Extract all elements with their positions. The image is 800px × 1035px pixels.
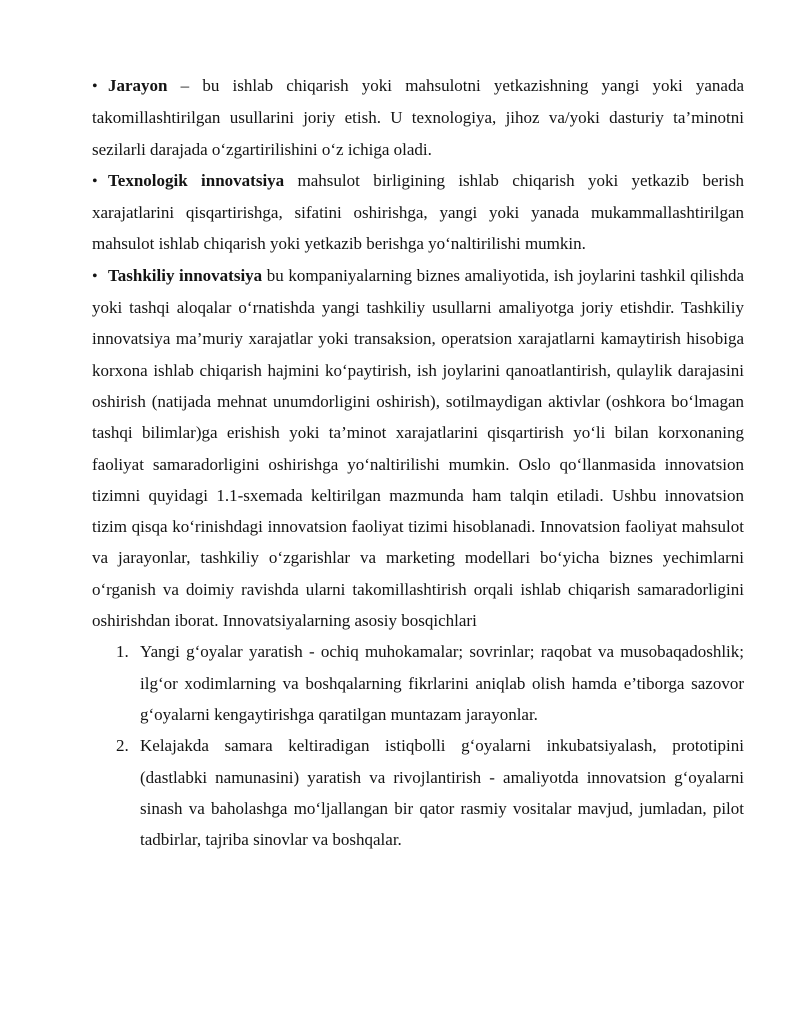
definition-jarayon: – bu ishlab chiqarish yoki mahsulotni yetkazishning yangi yoki yanada takomillashtirilgan usullarini joriy etish. U texnologiya, jihoz va/yoki dasturiy ta’minotni sezilarli darajada o‘zgartirilishini o‘z ichiga oladi.	[92, 76, 744, 159]
definition-texnologik-innovatsiya: mahsulot birligining ishlab chiqarish yoki yetkazib berish xarajatlarini qisqartirishga, sifatini oshirishga, yangi yoki yanada mukammallashtirilgan mahsulot ishlab chiqarish yoki yetkazib berishga yo‘naltirilishi mumkin.	[92, 170, 744, 254]
term-jarayon: Jarayon	[108, 76, 168, 95]
list-item-text: Kelajakda samara keltiradigan istiqbolli g‘oyalarni inkubatsiyalash, prototipini (dastlabki namunasini) yaratish va rivojlantirish - amaliyotda innovatsion g‘oyalarni sinash va baholashga mo‘ljallangan bir qator rasmiy vositalar mavjud, jumladan, pilot tadbirlar, tajriba sinovlar va boshqalar.	[140, 736, 744, 850]
list-number: 1.	[116, 642, 129, 662]
bullet-item-texnologik-innovatsiya	[92, 165, 744, 260]
bullet-icon: •	[92, 172, 98, 190]
term-tashkiliy-innovatsiya: Tashkiliy innovatsiya	[108, 265, 263, 285]
term-texnologik-innovatsiya: Texnologik innovatsiya	[108, 170, 285, 190]
bullet-item-jarayon	[92, 70, 744, 165]
list-item	[92, 730, 744, 855]
bullet-icon: •	[92, 78, 98, 95]
bullet-icon: •	[92, 267, 98, 285]
document-page	[92, 70, 744, 855]
list-number: 2.	[116, 736, 129, 756]
list-item-text: Yangi g‘oyalar yaratish - ochiq muhokamalar; sovrinlar; raqobat va musobaqadoshlik; ilg‘or xodimlarning va boshqalarning fikrlarini aniqlab olish hamda e’tiborga sazovor g‘oyalarni kengaytirishga qaratilgan muntazam jarayonlar.	[140, 642, 744, 724]
bullet-item-tashkiliy-innovatsiya	[92, 260, 744, 637]
definition-tashkiliy-innovatsiya: bu kompaniyalarning biznes amaliyotida, ish joylarini tashkil qilishda yoki tashqi aloqalar o‘rnatishda yangi tashkiliy usullarni amaliyotga joriy etishdir. Tashkiliy innovatsiya ma’muriy xarajatlar yoki transaksion, operatsion xarajatlarni kamaytirish hisobiga korxona ishlab chiqarish hajmini ko‘paytirish, ish joylarini qanoatlantirish, qulaylik darajasini oshirish (natijada mehnat unumdorligini oshirish), sotilmaydigan aktivlar (oshkora bo‘lmagan tashqi bilimlar)ga erishish yoki ta’minot xarajatlarini qisqartirish yo‘li bilan korxonaning faoliyat samaradorligini oshirishga yo‘naltirilishi mumkin. Oslo qo‘llanmasida innovatsion tizimni quyidagi 1.1-sxemada keltirilgan mazmunda ham talqin etiladi. Ushbu innovatsion tizim qisqa ko‘rinishdagi innovatsion faoliyat tizimi hisoblanadi. Innovatsion faoliyat mahsulot va jarayonlar, tashkiliy o‘zgarishlar va marketing modellari bo‘yicha biznes yechimlarni o‘rganish va doimiy ravishda ularni takomillashtirish orqali ishlab chiqarish samaradorligini oshirishdan iborat. Innovatsiyalarning asosiy bosqichlari	[92, 265, 744, 631]
innovation-stages-list	[92, 636, 744, 855]
list-item	[92, 636, 744, 730]
